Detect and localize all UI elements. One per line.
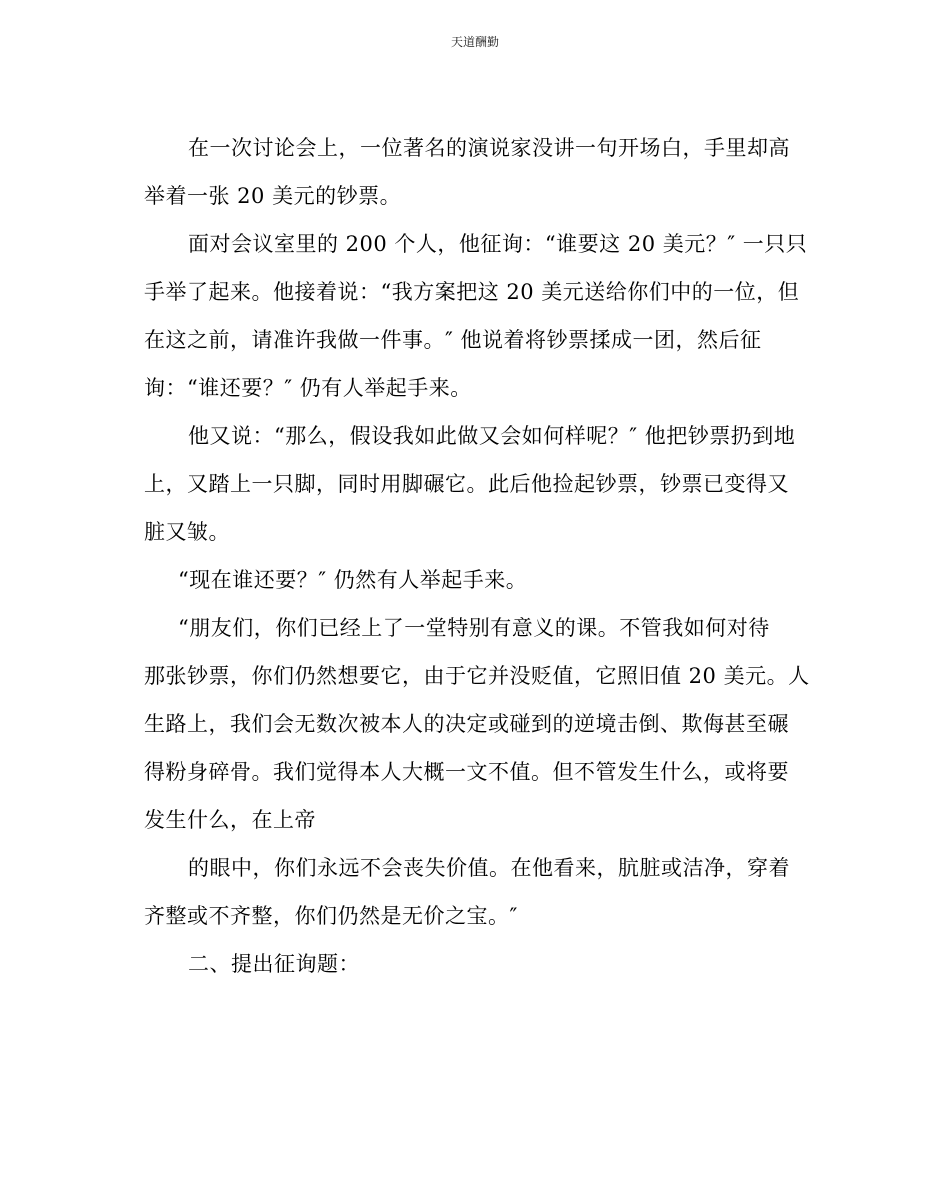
paragraph-line: 那张钞票，你们仍然想要它，由于它并没贬值，它照旧值 20 美元。人 xyxy=(144,664,810,688)
paragraph-line: 面对会议室里的 200 个人，他征询：“谁要这 20 美元？″ 一只只 xyxy=(188,232,808,256)
section-heading: 二、提出征询题： xyxy=(188,952,360,976)
paragraph-line: 上，又踏上一只脚，同时用脚碾它。此后他捡起钞票，钞票已变得又 xyxy=(144,472,789,496)
paragraph-line: 在这之前，请准许我做一件事。″ 他说着将钞票揉成一团，然后征 xyxy=(144,328,762,352)
paragraph-line: “朋友们，你们已经上了一堂特别有意义的课。不管我如何对待 xyxy=(178,616,770,640)
paragraph-line: 齐整或不齐整，你们仍然是无价之宝。″ xyxy=(144,904,518,928)
paragraph-line: 脏又皱。 xyxy=(144,520,230,544)
paragraph-line: 发生什么，在上帝 xyxy=(144,808,316,832)
paragraph-line: 举着一张 20 美元的钞票。 xyxy=(144,184,402,208)
paragraph-line: 生路上，我们会无数次被本人的决定或碰到的逆境击倒、欺侮甚至碾 xyxy=(144,712,789,736)
paragraph-line: 的眼中，你们永远不会丧失价值。在他看来，肮脏或洁净，穿着 xyxy=(188,856,790,880)
paragraph-line: “现在谁还要？″ 仍然有人举起手来。 xyxy=(178,568,528,592)
paragraph-line: 手举了起来。他接着说：“我方案把这 20 美元送给你们中的一位，但 xyxy=(144,280,800,304)
paragraph-line: 得粉身碎骨。我们觉得本人大概一文不值。但不管发生什么，或将要 xyxy=(144,760,789,784)
page-header: 天道酬勤 xyxy=(450,35,499,49)
document-body xyxy=(144,124,814,988)
paragraph-line: 在一次讨论会上，一位著名的演说家没讲一句开场白，手里却高 xyxy=(188,136,790,160)
paragraph-line: 询：“谁还要？″ 仍有人举起手来。 xyxy=(144,376,472,400)
paragraph-line: 他又说：“那么，假设我如此做又会如何样呢？″ 他把钞票扔到地 xyxy=(188,424,796,448)
